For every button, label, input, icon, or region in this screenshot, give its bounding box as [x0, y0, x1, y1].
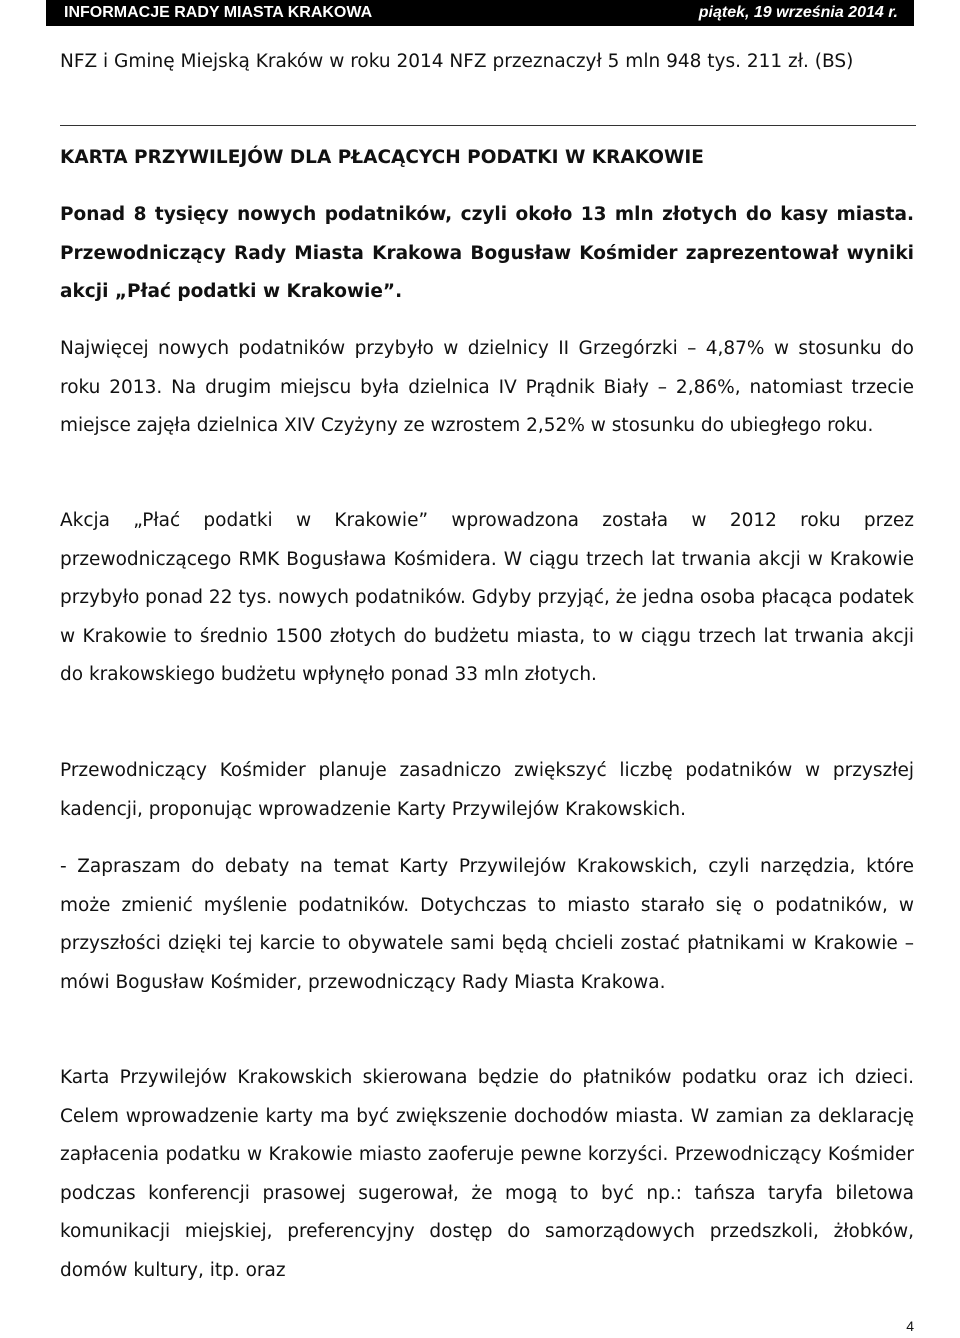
article-paragraph: Akcja „Płać podatki w Krakowie” wprowadzona została w 2012 roku przez przewodniczącego RMK Bogusława Kośmidera. W ciągu trzech lat trwania akcji w Krakowie przybyło ponad 22 tys. nowych podatników. Gdyby przyjąć, że jedna osoba płacąca podatek w Krakowie to średnio 1500 złotych do budżetu miasta, to w ciągu trzech lat trwania akcji do krakowskiego budżetu wpłynęło ponad 33 mln złotych. — [60, 510, 914, 685]
article-title: KARTA PRZYWILEJÓW DLA PŁACĄCYCH PODATKI W KRAKOWIE — [60, 147, 704, 168]
article-paragraph: Karta Przywilejów Krakowskich skierowana będzie do płatników podatku oraz ich dzieci. Celem wprowadzenie karty ma być zwiększenie dochodów miasta. W zamian za deklarację zapłacenia podatku w Krakowie miasto zaoferuje pewne korzyści. Przewodniczący Kośmider podczas konferencji prasowej sugerował, że mogą to być np.: tańsza taryfa biletowa komunikacji miejskiej, preferencyjny dostęp do samorządowych przedszkoli, żłobków, domów kultury, itp. oraz — [60, 1067, 914, 1281]
header-publication-title: INFORMACJE RADY MIASTA KRAKOWA — [64, 4, 373, 21]
page-header — [46, 0, 914, 26]
header-date: piątek, 19 września 2014 r. — [698, 4, 898, 21]
article-lead: Ponad 8 tysięcy nowych podatników, czyli około 13 mln złotych do kasy miasta. Przewodniczący Rady Miasta Krakowa Bogusław Kośmider zaprezentował wyniki akcji „Płać podatki w Krakowie”. — [60, 204, 914, 302]
page-number: 4 — [906, 1318, 914, 1334]
section-divider — [60, 125, 916, 126]
article-paragraph: - Zapraszam do debaty na temat Karty Przywilejów Krakowskich, czyli narzędzia, które może zmienić myślenie podatników. Dotychczas to miasto starało się o podatników, w przyszłości dzięki tej karcie to obywatele sami będą chcieli zostać płatnikami w Krakowie – mówi Bogusław Kośmider, przewodniczący Rady Miasta Krakowa. — [60, 856, 914, 993]
article-paragraph: Najwięcej nowych podatników przybyło w dzielnicy II Grzegórzki – 4,87% w stosunku do roku 2013. Na drugim miejscu była dzielnica IV Prądnik Biały – 2,86%, natomiast trzecie miejsce zajęła dzielnica XIV Czyżyny ze wzrostem 2,52% w stosunku do ubiegłego roku. — [60, 338, 914, 436]
article-paragraph: Przewodniczący Kośmider planuje zasadniczo zwiększyć liczbę podatników w przyszłej kadencji, proponując wprowadzenie Karty Przywilejów Krakowskich. — [60, 760, 914, 820]
intro-paragraph: NFZ i Gminę Miejską Kraków w roku 2014 NFZ przeznaczył 5 mln 948 tys. 211 zł. (BS) — [60, 51, 854, 72]
